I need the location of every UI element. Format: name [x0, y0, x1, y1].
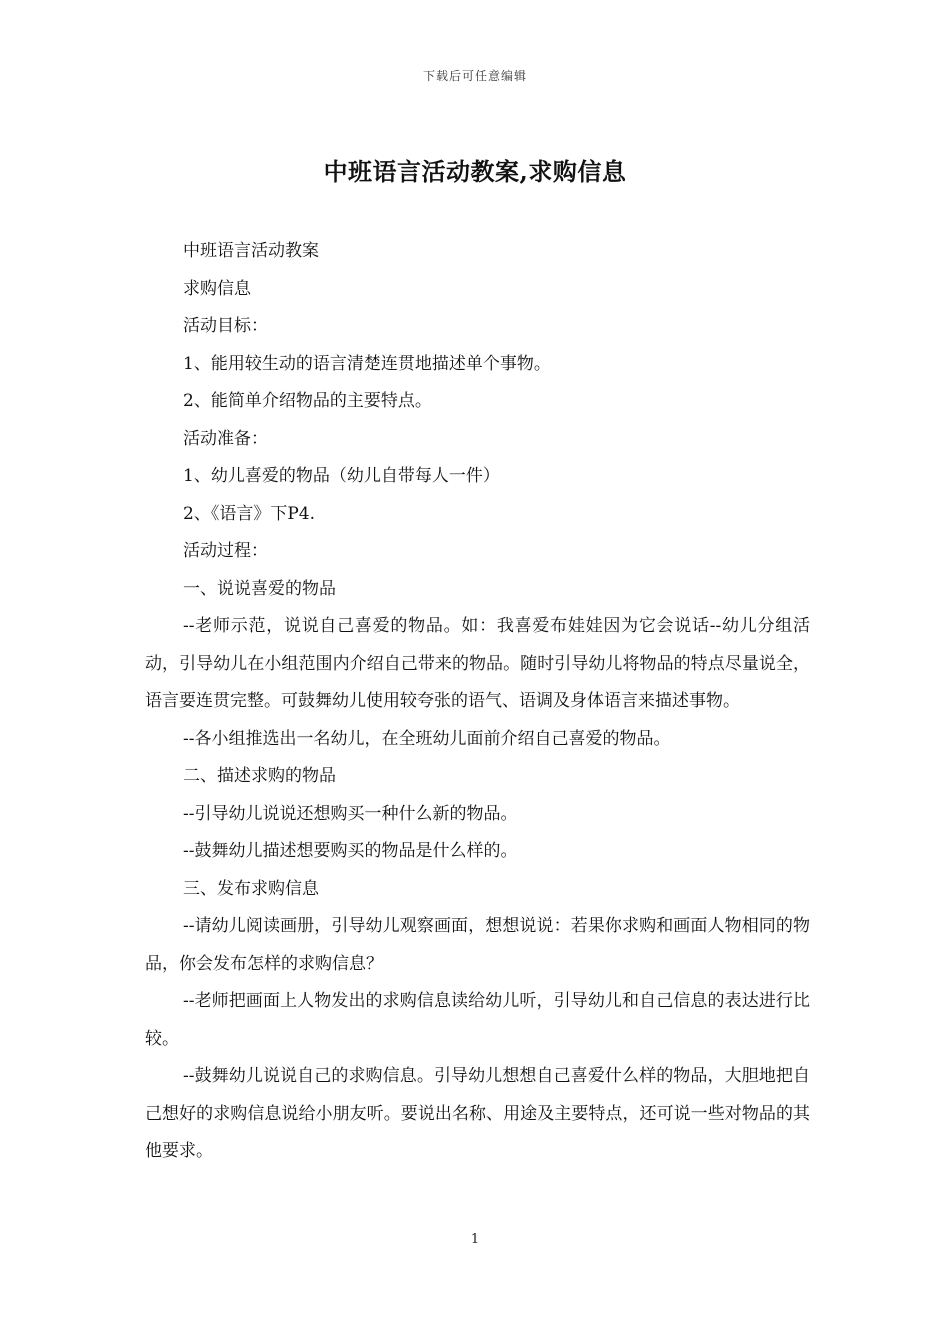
document-body [145, 233, 810, 1171]
paragraph: --老师把画面上人物发出的求购信息读给幼儿听，引导幼儿和自己信息的表达进行比较。 [145, 991, 810, 1049]
paragraph: 2、能简单介绍物品的主要特点。 [183, 391, 432, 411]
page-header: 下载后可任意编辑 [422, 69, 527, 83]
paragraph: 1、幼儿喜爱的物品（幼儿自带每人一件） [183, 466, 500, 486]
paragraph: 1、能用较生动的语言清楚连贯地描述单个事物。 [183, 353, 551, 374]
paragraph: 活动过程： [183, 541, 268, 561]
paragraph: 三、发布求购信息 [183, 878, 319, 899]
paragraph: --鼓舞幼儿描述想要购买的物品是什么样的。 [183, 841, 518, 861]
paragraph: --鼓舞幼儿说说自己的求购信息。引导幼儿想想自己喜爱什么样的物品，大胆地把自己想好的求购信息说给小朋友听。要说出名称、用途及主要特点，还可说一些对物品的其他要求。 [145, 1066, 810, 1161]
document-title: 中班语言活动教案,求购信息 [323, 157, 627, 186]
paragraph: --请幼儿阅读画册，引导幼儿观察画面，想想说说：若果你求购和画面人物相同的物品，你会发布怎样的求购信息？ [145, 916, 810, 974]
paragraph: 求购信息 [183, 278, 251, 299]
paragraph: 2、《语言》下P4. [183, 503, 315, 524]
paragraph: 二、描述求购的物品 [183, 766, 336, 786]
paragraph: 活动准备： [183, 428, 268, 449]
paragraph: 中班语言活动教案 [183, 241, 319, 261]
page-number: 1 [470, 1232, 480, 1247]
paragraph: --老师示范，说说自己喜爱的物品。如：我喜爱布娃娃因为它会说话--幼儿分组活动，引导幼儿在小组范围内介绍自己带来的物品。随时引导幼儿将物品的特点尽量说全，语言要连贯完整。可鼓舞幼儿使用较夸张的语气、语调及身体语言来描述事物。 [145, 616, 810, 711]
paragraph: 一、说说喜爱的物品 [183, 578, 336, 599]
paragraph: --引导幼儿说说还想购买一种什么新的物品。 [183, 803, 518, 824]
paragraph: --各小组推选出一名幼儿，在全班幼儿面前介绍自己喜爱的物品。 [183, 728, 671, 749]
paragraph: 活动目标： [183, 316, 268, 336]
